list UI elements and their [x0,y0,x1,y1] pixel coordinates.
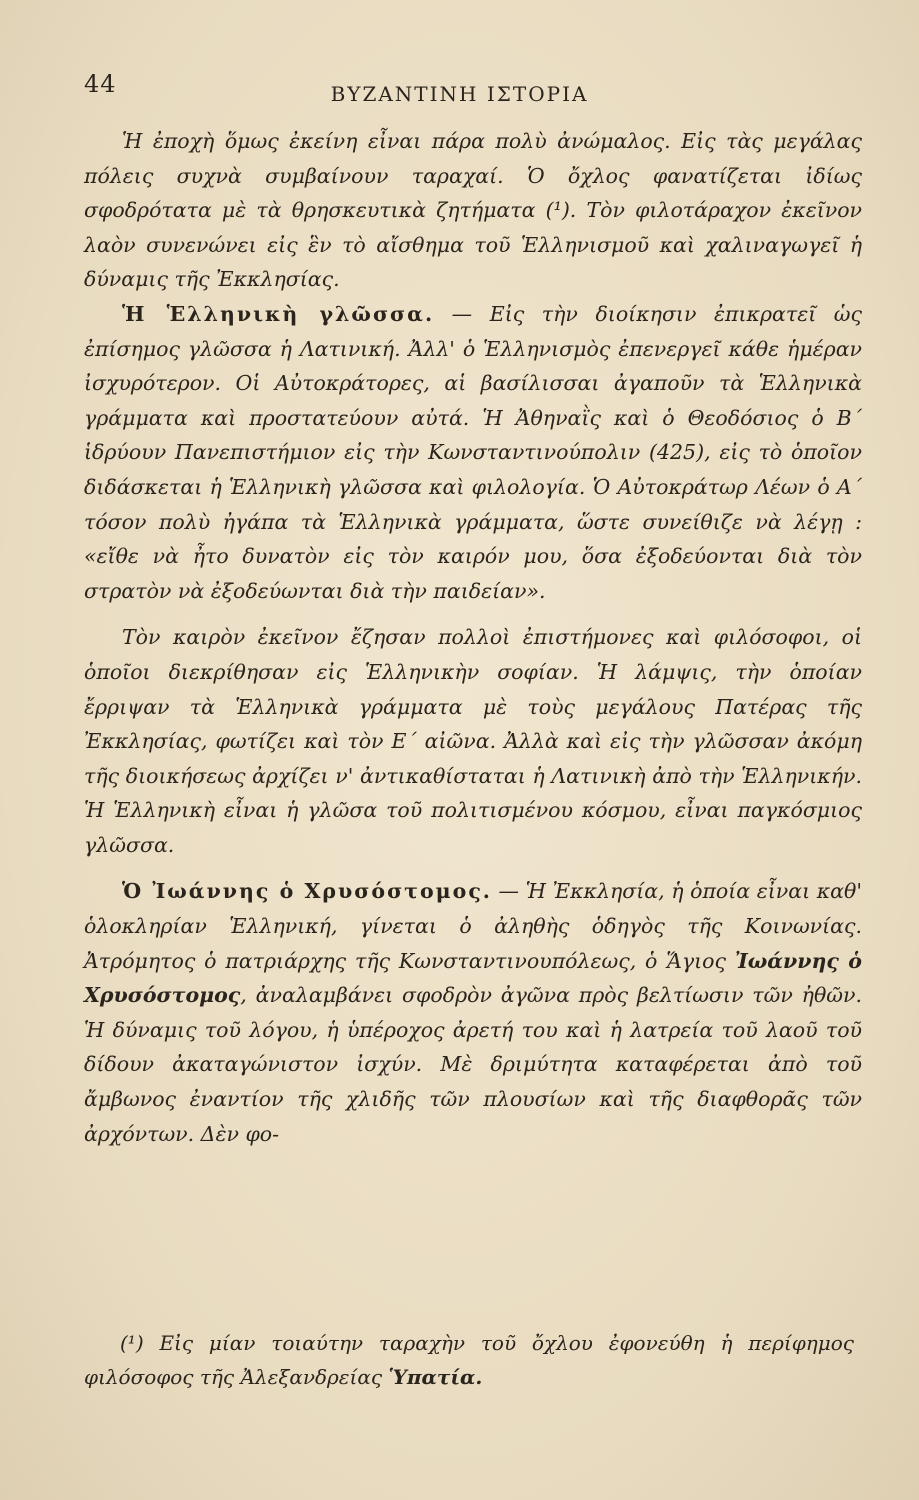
section-heading-greek-language: Ἡ Ἑλληνικὴ γλῶσσα. [122,301,435,326]
footnotes [84,1326,854,1394]
paragraph-4-text-b: , ἀναλαμβάνει σφοδρὸν ἀγῶνα πρὸς βελτίωσιν τῶν ἠθῶν. Ἡ δύναμις τοῦ λόγου, ἡ ὑπέροχος ἀρετή του καὶ ἡ λατρεία τοῦ λαοῦ τοῦ δίδουν ἀκαταγώνιστον ἰσχύν. Μὲ δριμύτητα καταφέρεται ἀπὸ τοῦ ἄμβωνος ἐναντίον τῆς χλιδῆς τῶν πλουσίων καὶ τῆς διαφθορᾶς τῶν ἀρχόντων. Δὲν φο- [84,983,862,1146]
page-number: 44 [84,70,117,98]
paragraph-4 [84,874,862,1151]
footnote-1 [84,1326,854,1394]
section-heading-chrysostom: Ὁ Ἰωάννης ὁ Χρυσόστομος. [122,879,492,904]
paragraph-4-text-a: — Ἡ Ἐκκλησία, ἡ ὁποία εἶναι καθ' ὁλοκληρίαν Ἑλληνική, γίνεται ὁ ἀληθὴς ὁδηγὸς τῆς Κοινωνίας. Ἀτρόμητος ὁ πατριάρχης τῆς Κωνσταντινουπόλεως, ὁ Ἅγιος [84,879,862,973]
footnote-name: Ὑπατία. [388,1365,483,1389]
paragraph-2-text: — Εἰς τὴν διοίκησιν ἐπικρατεῖ ὡς ἐπίσημος γλῶσσα ἡ Λατινική. Ἀλλ' ὁ Ἑλληνισμὸς ἐπενεργεῖ κάθε ἡμέραν ἰσχυρότερον. Οἱ Αὐτοκράτορες, αἱ βασίλισσαι ἀγαποῦν τὰ Ἑλληνικὰ γράμματα καὶ προστατεύουν αὐτά. Ἡ Ἀθηναῒς καὶ ὁ Θεοδόσιος ὁ Β΄ ἱδρύουν Πανεπιστήμιον εἰς τὴν Κωνσταντινούπολιν (425), εἰς τὸ ὁποῖον διδάσκεται ἡ Ἑλληνικὴ γλῶσσα καὶ φιλολογία. Ὁ Αὐτοκράτωρ Λέων ὁ Α΄ τόσον πολὺ ἠγάπα τὰ Ἑλληνικὰ γράμματα, ὥστε συνείθιζε νὰ λέγῃ : «εἴθε νὰ ἦτο δυνατὸν εἰς τὸν καιρόν μου, ὅσα ἐξοδεύονται διὰ τὸν στρατὸν νὰ ἐξοδεύωνται διὰ τὴν παιδείαν». [84,301,863,603]
footnote-text: Εἰς μίαν τοιαύτην ταραχὴν τοῦ ὄχλου ἐφονεύθη ἡ περίφημος φιλόσοφος τῆς Ἀλεξανδρείας [84,1331,854,1389]
footnote-marker: (¹) [120,1331,144,1355]
main-text [84,124,862,1151]
paragraph-3: Τὸν καιρὸν ἐκεῖνον ἔζησαν πολλοὶ ἐπιστήμονες καὶ φιλόσοφοι, οἱ ὁποῖοι διεκρίθησαν εἰς Ἑλληνικὴν σοφίαν. Ἡ λάμψις, τὴν ὁποίαν ἔρριψαν τὰ Ἑλληνικὰ γράμματα μὲ τοὺς μεγάλους Πατέρας τῆς Ἐκκλησίας, φωτίζει καὶ τὸν Ε΄ αἰῶνα. Ἀλλὰ καὶ εἰς τὴν γλῶσσαν ἀκόμη τῆς διοικήσεως ἀρχίζει ν' ἀντικαθίσταται ἡ Λατινικὴ ἀπὸ τὴν Ἑλληνικήν. Ἡ Ἑλληνικὴ εἶναι ἡ γλῶσα τοῦ πολιτισμένου κόσμου, εἶναι παγκόσμιος γλῶσσα. [84,625,862,857]
paragraph-1: Ἡ ἐποχὴ ὅμως ἐκείνη εἶναι πάρα πολὺ ἀνώμαλος. Εἰς τὰς μεγάλας πόλεις συχνὰ συμβαίνουν ταραχαί. Ὁ ὄχλος φανατίζεται ἰδίως σφοδρότατα μὲ τὰ θρησκευτικὰ ζητήματα (¹). Τὸν φιλοτάραχον ἐκεῖνον λαὸν συνενώνει εἰς ἓν τὸ αἴσθημα τοῦ Ἑλληνισμοῦ καὶ χαλιναγωγεῖ ἡ δύναμις τῆς Ἐκκλησίας. [84,129,862,292]
running-title: ΒΥΖΑΝΤΙΝΗ ΙΣΤΟΡΙΑ [330,82,589,106]
chrysostom-name: Ἰωάννης ὁ Χρυσόστομος [84,948,862,1008]
paragraph-2 [84,297,862,608]
